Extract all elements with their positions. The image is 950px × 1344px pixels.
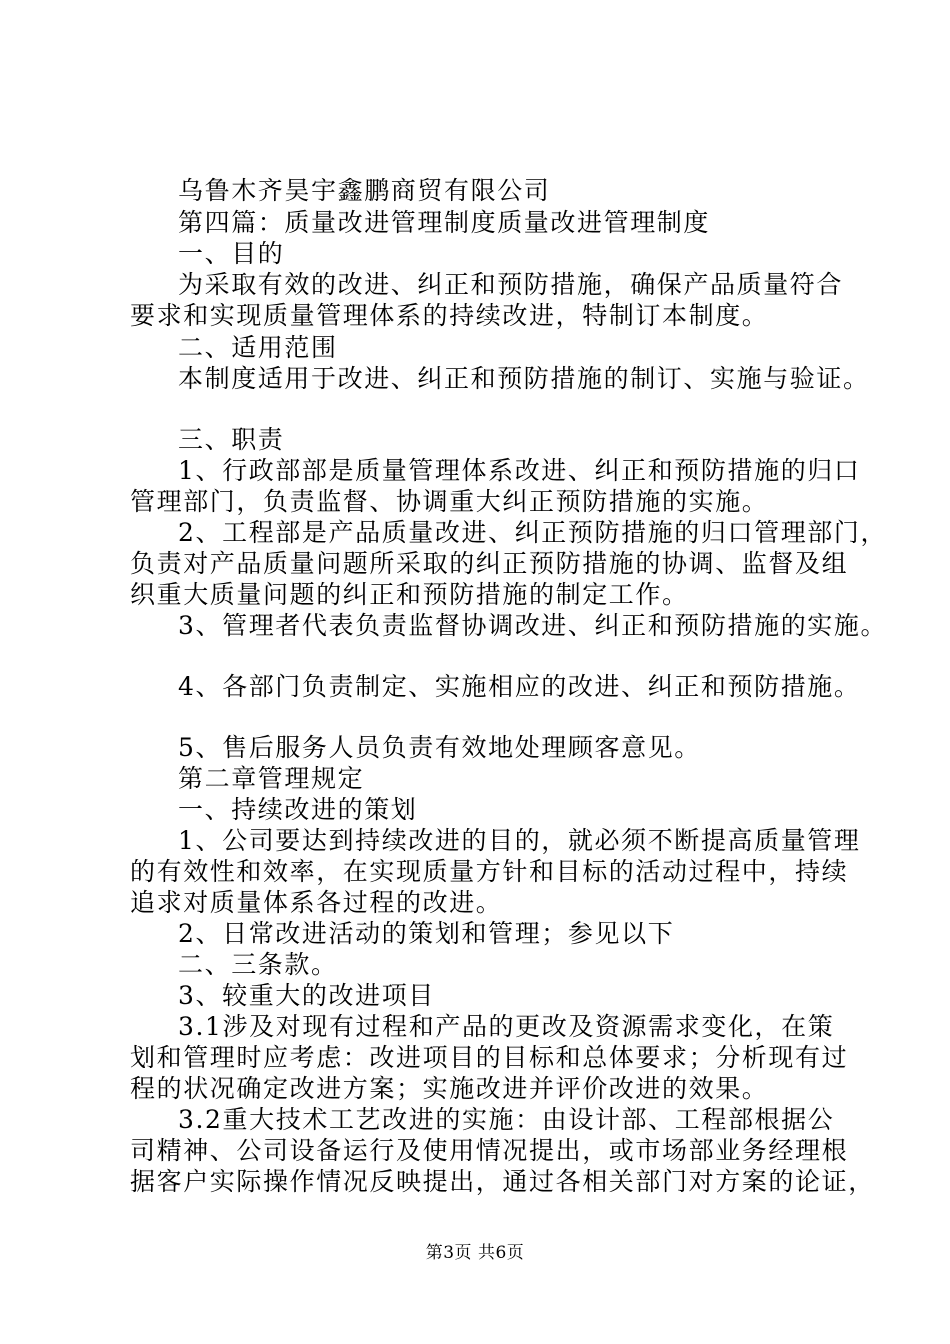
paragraph-line: 为采取有效的改进、纠正和预防措施，确保产品质量符合 bbox=[178, 270, 844, 299]
section-heading-line: 一、持续改进的策划 bbox=[178, 795, 418, 824]
paragraph-line: 程的状况确定改进方案；实施改进并评价改进的效果。 bbox=[130, 1074, 769, 1103]
paragraph-line: 织重大质量问题的纠正和预防措施的制定工作。 bbox=[130, 580, 689, 609]
section-heading-purpose: 一、目的 bbox=[178, 239, 285, 268]
paragraph-line: 司精神、公司设备运行及使用情况提出，或市场部业务经理根 bbox=[130, 1136, 849, 1165]
section-heading-scope: 二、适用范围 bbox=[178, 333, 338, 362]
paragraph-line: 划和管理时应考虑：改进项目的目标和总体要求；分析现有过 bbox=[130, 1043, 849, 1072]
section-heading-responsibilities: 三、职责 bbox=[178, 425, 285, 454]
paragraph-line: 3、管理者代表负责监督协调改进、纠正和预防措施的实施。 bbox=[178, 611, 888, 640]
page-number-footer: 第3页 共6页 bbox=[425, 1243, 525, 1263]
paragraph-line: 管理部门，负责监督、协调重大纠正预防措施的实施。 bbox=[130, 487, 769, 516]
chapter-heading-line: 第二章管理规定 bbox=[178, 764, 365, 793]
paragraph-line: 3.2重大技术工艺改进的实施：由设计部、工程部根据公 bbox=[178, 1105, 835, 1134]
paragraph-line: 2、日常改进活动的策划和管理；参见以下 bbox=[178, 919, 675, 948]
paragraph-line: 本制度适用于改进、纠正和预防措施的制订、实施与验证。 bbox=[178, 364, 870, 393]
paragraph-line: 5、售后服务人员负责有效地处理顾客意见。 bbox=[178, 733, 701, 762]
chapter-title-line: 第四篇：质量改进管理制度质量改进管理制度 bbox=[178, 208, 711, 237]
paragraph-line: 3、较重大的改进项目 bbox=[178, 981, 435, 1010]
paragraph-line: 1、公司要达到持续改进的目的，就必须不断提高质量管理 bbox=[178, 826, 861, 855]
paragraph-line: 追求对质量体系各过程的改进。 bbox=[130, 888, 503, 917]
paragraph-line: 二、三条款。 bbox=[178, 950, 338, 979]
paragraph-line: 3.1涉及对现有过程和产品的更改及资源需求变化，在策 bbox=[178, 1012, 835, 1041]
paragraph-line: 负责对产品质量问题所采取的纠正预防措施的协调、监督及组 bbox=[130, 549, 849, 578]
paragraph-line: 1、行政部部是质量管理体系改进、纠正和预防措施的归口 bbox=[178, 456, 861, 485]
paragraph-line: 要求和实现质量管理体系的持续改进，特制订本制度。 bbox=[130, 301, 769, 330]
paragraph-line: 据客户实际操作情况反映提出，通过各相关部门对方案的论证， bbox=[130, 1167, 875, 1196]
paragraph-line: 4、各部门负责制定、实施相应的改进、纠正和预防措施。 bbox=[178, 672, 861, 701]
company-name-line: 乌鲁木齐昊宇鑫鹏商贸有限公司 bbox=[178, 176, 551, 205]
paragraph-line: 2、工程部是产品质量改进、纠正预防措施的归口管理部门， bbox=[178, 518, 888, 547]
paragraph-line: 的有效性和效率，在实现质量方针和目标的活动过程中，持续 bbox=[130, 857, 849, 886]
